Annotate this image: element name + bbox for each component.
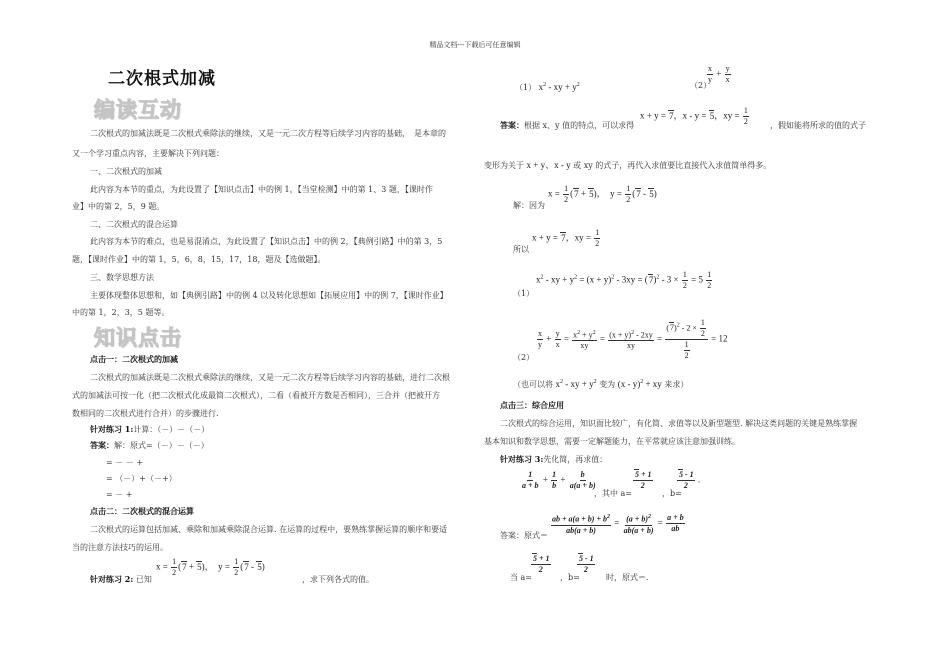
point-1-heading: 点击一：二次根式的加减: [90, 354, 178, 364]
alternative-text-c: 来求）: [664, 380, 689, 389]
exercise-2-label: 针对练习 2:: [90, 574, 134, 584]
answer-1-line-1: [90, 440, 209, 451]
answer-1-step-1: 解：原式=（－）－（－）: [114, 441, 209, 450]
topic-2-text-b: 题，【课时作业】中的第 1，5，6，8，15，17，18，题及【选做题】。: [72, 255, 326, 264]
topic-1-heading: 一、二次根式的加减: [90, 167, 162, 176]
intro-line-1: 二次根式的加减法既是二次根式乘除法的继续，又是一元二次方程等后续学习内容的基础， 是本章的: [90, 129, 446, 138]
answer-2-intro: [500, 120, 634, 131]
point-3-text-a: 二次根式的综合运用，知识面比较广，有化简、求值等以及新型题型. 解决这类问题的关键是熟练掌握: [500, 419, 858, 428]
answer-3-when: 当 a=: [510, 573, 533, 582]
answer-2-text: 根据 x、y 值的特点，可以求得: [524, 121, 635, 130]
transform-text-b: 或 xy 的式子，再代入求值要比直接代入求值简单得多。: [573, 161, 772, 170]
answer-2-tail: ，假如能将所求的值的式子: [770, 121, 866, 130]
answer-3-b-label: ，b=: [560, 573, 580, 582]
solution-because-formula: x = $\frac{1}{2}$ (7 + 5)， y = $\frac{1}{2}$ (7 - 5): [548, 184, 657, 204]
alternative-text-a: （也可以将: [513, 380, 553, 389]
topic-3-text-a: 主要体现整体思想和，如【典例引路】中的例 4 以及转化思想如【拓展应用】中的例 7，【课时作业】: [90, 291, 448, 300]
exercise-1-question: 计算：（－）－（－）: [133, 425, 210, 434]
alternative-line: [513, 377, 688, 390]
exercise-3: [500, 454, 607, 465]
exercise-3-b-label: ，b=: [662, 489, 682, 498]
topic-1-text-b: 业】中的第 2，5，9 题。: [72, 202, 165, 211]
document-title: 二次根式加减: [108, 69, 216, 89]
topic-2-heading: 二、二次根式的混合运算: [90, 220, 178, 229]
point-1-text-c: 数相同的二次根式进行合并）的步骤进行.: [72, 409, 219, 418]
exercise-3-b-value: $\frac{5 - 1}{2}$ .: [679, 470, 701, 490]
question-1: [515, 80, 580, 93]
answer-3-formula: $\frac{ab + a(a + b) + b^2}{ab(a + b)}$ = $\frac{(a + b)^2}{ab(a + b)}$ = $\frac{a + b}{ab}$: [552, 513, 684, 535]
answer-3-label: 答案：原式＝: [500, 531, 548, 540]
question-1-label: （1）: [515, 83, 537, 92]
exercise-1: [90, 424, 209, 435]
exercise-2-question: 已知: [135, 575, 152, 584]
topic-3-text-b: 中的第 1，2，3，5 题等。: [72, 308, 170, 317]
solution-so-label: 所以: [513, 245, 529, 254]
question-2-label: （2）: [690, 81, 712, 90]
topic-2-text-a: 此内容为本节的难点，也是易混淆点，为此设置了【知识点击】中的例 2，【典例引路】中的第 3，5: [90, 237, 443, 246]
alternative-formula-b: (x - y)$^2$ + xy: [617, 379, 662, 389]
answer-1-step-3: = （－）+（－+）: [106, 474, 177, 483]
transform-formula: x + y、x - y: [526, 160, 571, 170]
exercise-3-question: 先化简，再求值：: [543, 455, 608, 464]
transform-line: [484, 160, 771, 171]
exercise-3-formula: $\frac{1}{a + b}$ + $\frac{1}{b}$ + $\frac{b}{a(a + b)}$: [522, 470, 596, 490]
answer-1-step-2: = － － +: [106, 458, 144, 467]
solution-because-label: 解：因为: [513, 201, 545, 210]
topic-1-text-a: 此内容为本节的重点，为此设置了【知识点击】中的例 1，【当堂检测】中的第 1、3 题，【课时作: [90, 185, 433, 194]
point-3-heading: 点击三：综合应用: [500, 400, 564, 410]
exercise-2-given-formula: x = $\frac{1}{2}$ (7 + 5)， y = $\frac{1}{2}$ (7 - 5): [156, 557, 265, 577]
exercise-2: [90, 574, 152, 585]
point-1-text-b: 式的加减法可按一化（把二次根式化成最简二次根式），二看（看被开方数是否相同），三合并（把被开方: [72, 391, 440, 400]
section-banner-bianduhudong: 编读互动: [94, 98, 182, 122]
alternative-formula-a: $x^2$ - xy + $y^2$: [555, 379, 597, 389]
question-1-formula: $x^2$ - xy + $y^2$: [538, 82, 580, 92]
answer-1-step-4: = － +: [106, 490, 133, 499]
part-1-label: （1）: [513, 289, 535, 298]
exercise-3-label: 针对练习 3:: [500, 454, 544, 464]
answer-2-values-formula: x + y = 7，x - y = 5，xy = $\frac{1}{2}$: [640, 106, 748, 126]
point-3-text-b: 基本知识和数学思想，需要一定解题能力，在平常就应该注意加强训练。: [484, 437, 740, 446]
part-2-formula: $\frac{x}{y}$ + $\frac{y}{x}$ = $\frac{x^2 + y^2}{xy}$ = $\frac{(x + y)^2 - 2xy}{xy}$ = $(7)^2 - 2$ × $\frac{1}{2}$ $\frac{1}{2}$ = 12: [538, 318, 728, 360]
point-2-text-a: 二次根式的运算包括加减、乘除和加减乘除混合运算. 在运算的过程中，要熟练掌握运算的顺序和要适: [90, 525, 448, 534]
point-2-heading: 点击二：二次根式的混合运算: [90, 506, 194, 516]
point-2-text-b: 当的注意方法技巧的运用。: [72, 543, 168, 552]
answer-3-b-value: $\frac{5 - 1}{2}$: [579, 554, 594, 574]
point-1-text-a: 二次根式的加减法既是二次根式乘除法的继续，又是一元二次方程等后续学习内容的基础，进行二次根: [90, 373, 450, 382]
answer-3-a-value: $\frac{5 + 1}{2}$: [533, 554, 550, 574]
exercise-1-label: 针对练习 1:: [90, 424, 134, 434]
part-1-formula: $x^2$ - xy + $y^2 = (x + y)^2 - 3xy = (7)^2 - 3$ × $\frac{1}{2}$ = 5 $\frac{1}{2}$: [536, 270, 712, 290]
page-header: 精品文档---下载后可任意编辑: [429, 41, 521, 49]
answer-2-label: 答案：: [500, 120, 524, 130]
alternative-text-b: 变为: [599, 380, 616, 389]
exercise-3-a-value: $\frac{5 + 1}{2}$: [635, 470, 652, 490]
exercise-2-tail: ，求下列各式的值。: [302, 575, 374, 584]
solution-so-formula: x + y = 7，xy = $\frac{1}{2}$: [532, 228, 600, 248]
exercise-3-where: ，其中 a=: [594, 489, 633, 498]
answer-1-label: 答案：: [90, 440, 114, 450]
topic-3-heading: 三、数学思想方法: [90, 273, 154, 282]
transform-text-a: 变形为关于: [484, 161, 524, 170]
section-banner-zhishidianji: 知识点击: [94, 326, 182, 350]
part-2-label: （2）: [513, 353, 535, 362]
intro-line-2: 又一个学习重点内容，主要解决下列问题：: [72, 149, 224, 158]
question-2-formula: $\frac{x}{y}$ + $\frac{y}{x}$: [708, 64, 730, 84]
answer-3-result: 时，原式＝.: [606, 573, 649, 582]
